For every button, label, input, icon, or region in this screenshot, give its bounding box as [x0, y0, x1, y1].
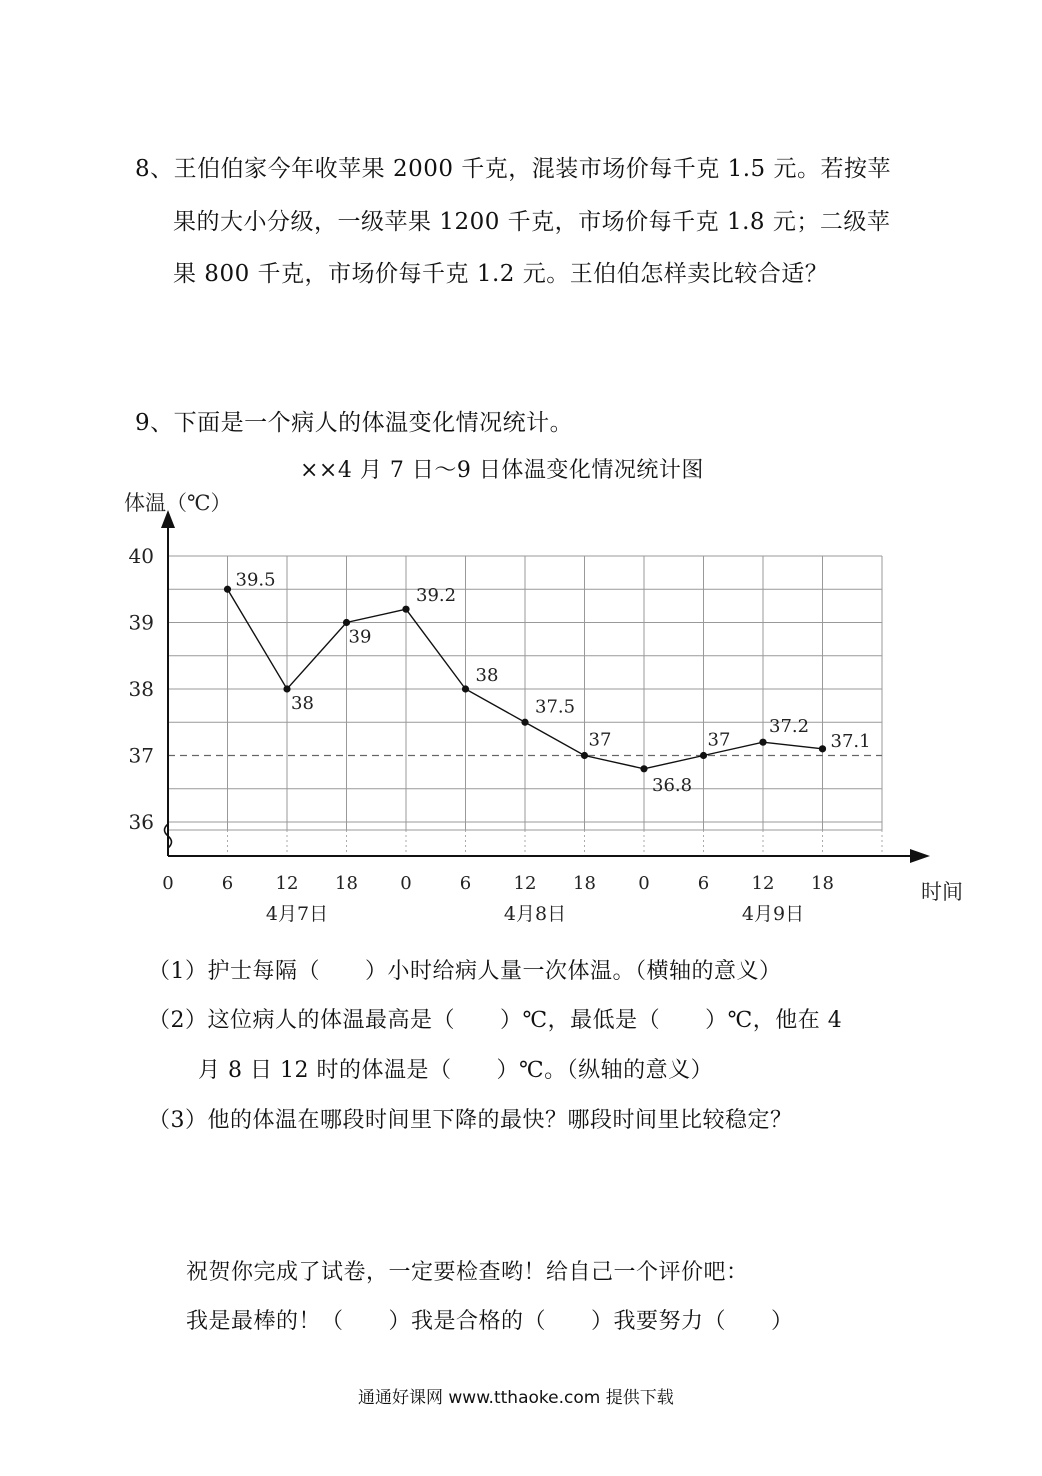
q8-line-2: 果的大小分级，一级苹果 1200 千克，市场价每千克 1.8 元；二级苹 [173, 209, 891, 235]
data-label: 37.1 [830, 730, 871, 752]
data-point [759, 739, 766, 746]
y-tick-label: 39 [128, 610, 154, 635]
data-point [521, 719, 528, 726]
q9-intro: 9、下面是一个病人的体温变化情况统计。 [135, 410, 574, 436]
x-tick-label: 18 [335, 873, 358, 894]
data-label: 36.8 [652, 774, 693, 796]
chart-title: ××4 月 7 日～9 日体温变化情况统计图 [300, 458, 704, 483]
data-label: 37.2 [769, 716, 810, 738]
data-label: 39.2 [416, 585, 457, 607]
y-tick-label: 36 [128, 810, 154, 834]
x-day-label: 4月7日 [265, 903, 329, 925]
q8-line-1: 8、王伯伯家今年收苹果 2000 千克，混装市场价每千克 1.5 元。若按苹 [135, 156, 891, 182]
footer-text: 通通好课网 www.tthaoke.com 提供下载 [358, 1388, 674, 1408]
y-axis-label: 体温（℃） [124, 491, 232, 515]
data-label: 38 [291, 693, 314, 714]
data-point [224, 586, 231, 593]
data-point [819, 745, 826, 752]
data-point [283, 685, 290, 692]
data-point [700, 752, 707, 759]
y-tick-label: 37 [128, 743, 154, 768]
x-axis-label: 时间 [921, 880, 963, 904]
x-tick-label: 6 [697, 873, 710, 894]
data-point [462, 685, 469, 692]
q9-sub-2-line-2: 月 8 日 12 时的体温是（ ）℃。（纵轴的意义） [198, 1058, 714, 1083]
q9-sub-2-line-1: （2）这位病人的体温最高是（ ）℃，最低是（ ）℃，他在 4 [148, 1008, 843, 1033]
data-label: 37 [588, 729, 612, 751]
x-day-label: 4月9日 [741, 903, 805, 925]
closing-line-1: 祝贺你完成了试卷，一定要检查哟！给自己一个评价吧： [186, 1260, 749, 1285]
data-label: 37.5 [535, 696, 576, 718]
x-axis-arrow [910, 849, 930, 863]
data-point [402, 606, 409, 613]
x-tick-label: 0 [638, 873, 650, 894]
y-tick-label: 38 [128, 677, 154, 701]
q9-sub-1: （1）护士每隔（ ）小时给病人量一次体温。（横轴的意义） [148, 959, 782, 984]
closing-line-2: 我是最棒的！（ ）我是合格的（ ）我要努力（ ） [186, 1309, 794, 1334]
x-day-label: 4月8日 [503, 903, 567, 925]
x-tick-label: 0 [400, 873, 412, 894]
x-tick-label: 12 [275, 873, 299, 894]
x-tick-label: 18 [811, 873, 834, 894]
x-tick-label: 6 [459, 873, 472, 894]
x-tick-label: 18 [573, 873, 596, 894]
x-tick-label: 6 [221, 873, 234, 894]
data-point [640, 765, 647, 772]
x-tick-label: 0 [162, 873, 174, 894]
y-tick-label: 40 [128, 544, 154, 568]
q9-sub-3: （3）他的体温在哪段时间里下降的最快？哪段时间里比较稳定？ [148, 1108, 793, 1133]
q8-line-3: 果 800 千克，市场价每千克 1.2 元。王伯伯怎样卖比较合适？ [173, 261, 829, 287]
temperature-line-chart [110, 480, 963, 925]
data-point [343, 619, 350, 626]
x-tick-label: 12 [751, 873, 775, 894]
data-label: 37 [707, 729, 731, 751]
data-label: 38 [475, 665, 499, 686]
data-label: 39.5 [235, 569, 276, 591]
data-point [581, 752, 588, 759]
x-tick-label: 12 [513, 873, 537, 894]
data-label: 39 [348, 626, 372, 648]
